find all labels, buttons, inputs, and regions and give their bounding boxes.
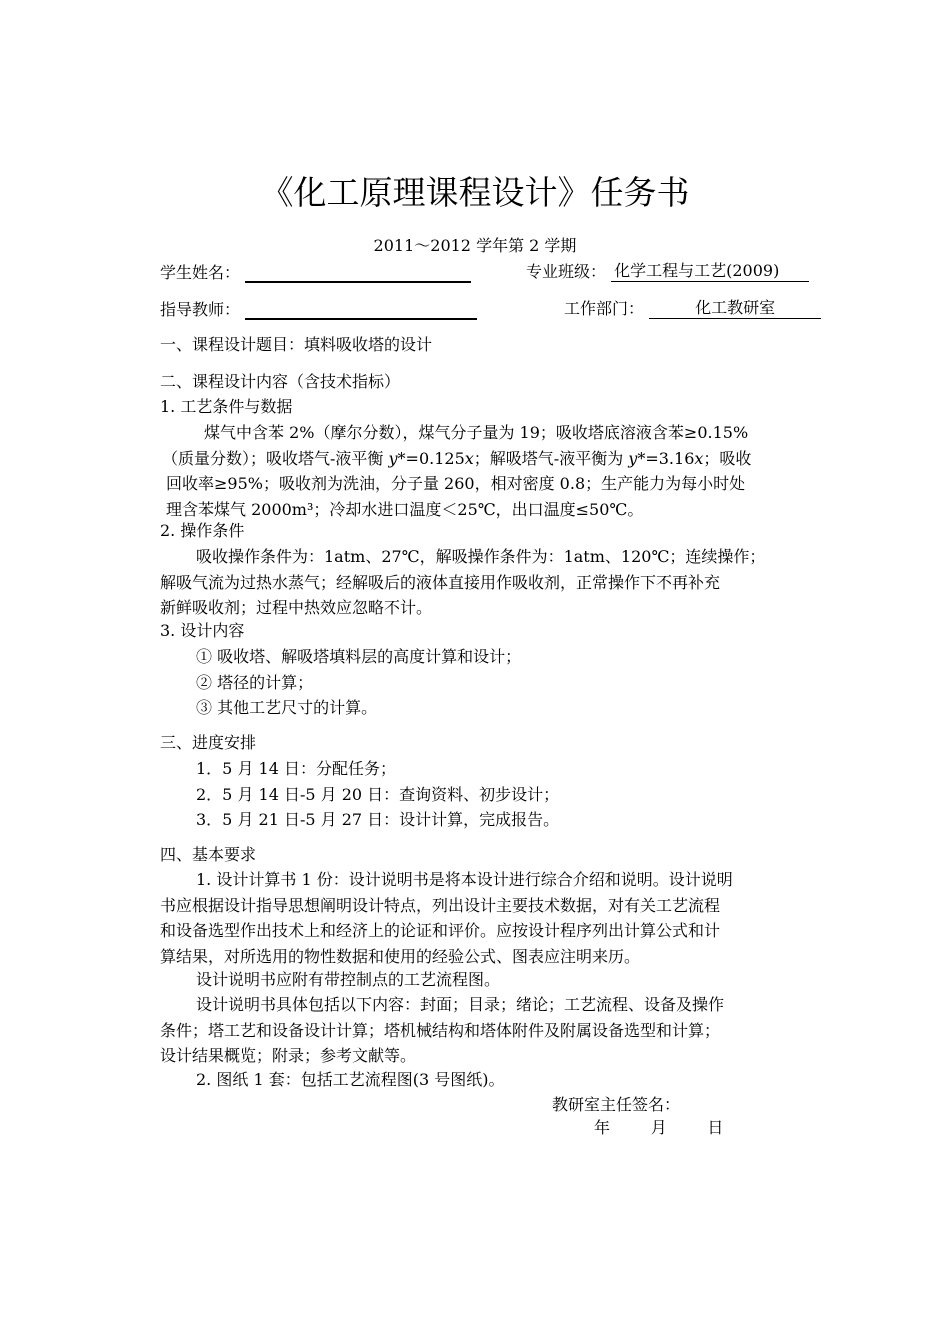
section-4-heading: 四、基本要求 — [160, 845, 257, 864]
paragraph-line: 新鲜吸收剂；过程中热效应忽略不计。 — [160, 598, 433, 617]
paragraph-line: 1. 设计计算书 1 份：设计说明书是将本设计进行综合介绍和说明。设计说明 — [196, 870, 733, 889]
design-content-list — [196, 644, 796, 721]
list-item: ② 塔径的计算； — [196, 672, 314, 692]
dept-row — [564, 298, 821, 319]
section-3-heading: 三、进度安排 — [160, 733, 257, 752]
section-2-3-title: 3. 设计内容 — [160, 621, 245, 640]
paragraph-line: 解吸气流为过热水蒸气；经解吸后的液体直接用作吸收剂，正常操作下不再补充 — [160, 572, 721, 592]
requirements-paragraph-2: 设计说明书应附有带控制点的工艺流程图。 — [196, 970, 501, 989]
list-item: ① 吸收塔、解吸塔填料层的高度计算和设计； — [196, 647, 522, 666]
list-item: ③ 其他工艺尺寸的计算。 — [196, 698, 378, 717]
class-value: 化学工程与工艺(2009) — [611, 261, 809, 282]
student-name-row — [160, 261, 471, 283]
section-2-2-title: 2. 操作条件 — [160, 521, 245, 540]
schedule-list — [196, 756, 796, 833]
paragraph-line: 设计结果概览；附录；参考文献等。 — [160, 1046, 417, 1065]
list-item: 1．5 月 14 日：分配任务； — [196, 759, 396, 778]
class-row — [526, 261, 809, 282]
paragraph-line: 吸收操作条件为：1atm、27℃，解吸操作条件为：1atm、120℃；连续操作； — [196, 547, 766, 566]
dept-label: 工作部门： — [564, 299, 645, 318]
section-2-heading: 二、课程设计内容（含技术指标） — [160, 372, 401, 391]
teacher-label: 指导教师： — [160, 300, 241, 319]
paragraph-line: 书应根据设计指导思想阐明设计特点，列出设计主要技术数据，对有关工艺流程 — [160, 895, 721, 915]
student-name-label: 学生姓名： — [160, 263, 241, 282]
paragraph-line: 回收率≥95%；吸收剂为洗油，分子量 260，相对密度 0.8；生产能力为每小时处 — [166, 474, 746, 493]
teacher-row — [160, 298, 477, 320]
process-data-paragraph — [160, 420, 830, 522]
page-title: 《化工原理课程设计》任务书 — [260, 173, 690, 212]
operating-conditions-paragraph — [160, 544, 830, 621]
teacher-field — [245, 298, 477, 320]
section-1-heading: 一、课程设计题目：填料吸收塔的设计 — [160, 335, 433, 354]
section-2-1-title: 1. 工艺条件与数据 — [160, 397, 293, 416]
class-label: 专业班级： — [526, 262, 607, 281]
paragraph-line: 和设备选型作出技术上和经济上的论证和评价。应按设计程序列出计算公式和计 — [160, 921, 721, 940]
date-line: 年 月 日 — [594, 1118, 724, 1137]
paragraph-line: （质量分数）；吸收塔气-液平衡 y*=0.125x；解吸塔气-液平衡为 y*=3.16x；吸收 — [162, 448, 752, 468]
paragraph-line: 设计说明书具体包括以下内容：封面；目录；绪论；工艺流程、设备及操作 — [196, 995, 725, 1014]
paragraph-line: 条件；塔工艺和设备设计计算；塔机械结构和塔体附件及附属设备选型和计算； — [160, 1020, 721, 1040]
paragraph-line: 算结果，对所选用的物性数据和使用的经验公式、图表应注明来历。 — [160, 946, 641, 966]
dept-value: 化工教研室 — [649, 298, 821, 319]
student-name-field — [245, 261, 471, 283]
semester: 2011～2012 学年第 2 学期 — [373, 236, 577, 255]
signature-label: 教研室主任签名： — [552, 1095, 681, 1114]
paragraph-line: 煤气中含苯 2%（摩尔分数），煤气分子量为 19；吸收塔底溶液含苯≥0.15% — [204, 423, 749, 442]
paragraph-line: 理含苯煤气 2000m³；冷却水进口温度＜25℃，出口温度≤50℃。 — [166, 499, 644, 519]
requirements-paragraph-4: 2. 图纸 1 套：包括工艺流程图(3 号图纸)。 — [196, 1070, 505, 1089]
requirements-paragraph-3 — [160, 992, 830, 1069]
list-item: 3．5 月 21 日-5 月 27 日：设计计算，完成报告。 — [196, 810, 560, 829]
requirements-paragraph-1 — [160, 867, 830, 969]
list-item: 2．5 月 14 日-5 月 20 日：查询资料、初步设计； — [196, 784, 560, 804]
